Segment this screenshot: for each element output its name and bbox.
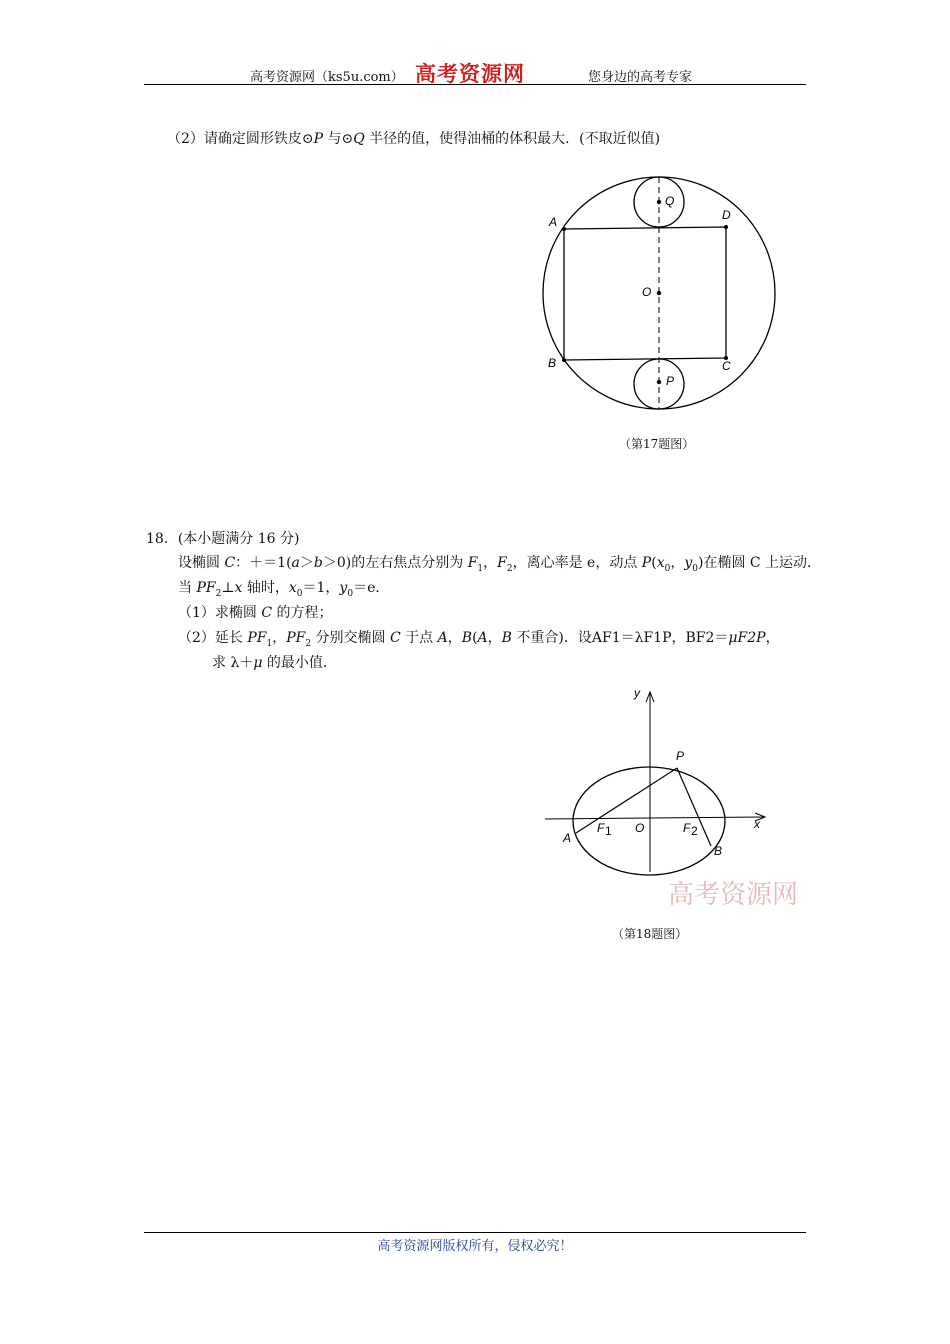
fig17-label-d: D	[722, 208, 731, 222]
fig17-caption: （第17题图）	[619, 437, 695, 451]
fig18-label-b: B	[714, 844, 723, 858]
fig18-caption: （第18题图）	[612, 927, 688, 941]
fig18-label-x: x	[754, 817, 760, 831]
fig18-label-p: P	[676, 749, 685, 763]
fig18-label-a: A	[563, 831, 572, 845]
fig17-label-o: O	[642, 285, 652, 299]
q17-part2-text: （2）请确定圆形铁皮⊙P 与⊙Q 半径的值，使得油桶的体积最大．(不取近似值)	[167, 131, 661, 147]
header-site-name: 高考资源网（ks5u.com）	[250, 70, 404, 85]
q18-line-5: 求 λ＋μ 的最小值．	[212, 655, 337, 671]
fig18-label-f1: F	[597, 821, 605, 835]
footer-copyright: 高考资源网版权所有，侵权必究！	[377, 1239, 573, 1254]
footer-rule	[144, 1232, 806, 1233]
fig18-label-y: y	[634, 686, 640, 700]
fig18-ellipse	[573, 767, 725, 875]
fig17-label-p: P	[666, 374, 675, 388]
fig18-label-f2-sub: 2	[691, 824, 698, 838]
fig17-label-c: C	[722, 359, 731, 373]
q18-line-3: （1）求椭圆 C 的方程；	[178, 605, 333, 621]
fig18-label-f1-sub: 1	[605, 824, 612, 838]
fig17-label-q: Q	[665, 194, 675, 208]
fig18-watermark: 高考资源网	[668, 880, 799, 910]
q18-heading: 18．(本小题满分 16 分)	[146, 531, 300, 547]
fig18-label-f2: F	[683, 821, 691, 835]
q18-line-4: （2）延长 $PF_1$，$PF_2$ 分别交椭圆 C 于点 A，B(A，B 不重合)．设AF1＝λF1P，BF2＝μF2P，	[178, 630, 780, 649]
q18-line-2: 当 $PF_2\perp x$ 轴时，$x_0=1$，$y_0=e$．	[178, 580, 390, 599]
q18-line-1: 设椭圆 C：＋＝1(a＞b＞0)的左右焦点分别为 $F_1$，$F_2$，离心率是 e，动点 $P(x_0$，$y_0$)在椭圆 C 上运动．	[178, 555, 822, 574]
header-slogan: 您身边的高考专家	[588, 70, 693, 85]
fig18-line-pa	[576, 768, 677, 833]
fig17-label-a: A	[549, 215, 558, 229]
fig18-x-axis	[545, 817, 764, 819]
fig18-label-o: O	[635, 821, 645, 835]
header-logo: 高考资源网	[415, 61, 525, 86]
fig17-label-b: B	[548, 356, 557, 370]
